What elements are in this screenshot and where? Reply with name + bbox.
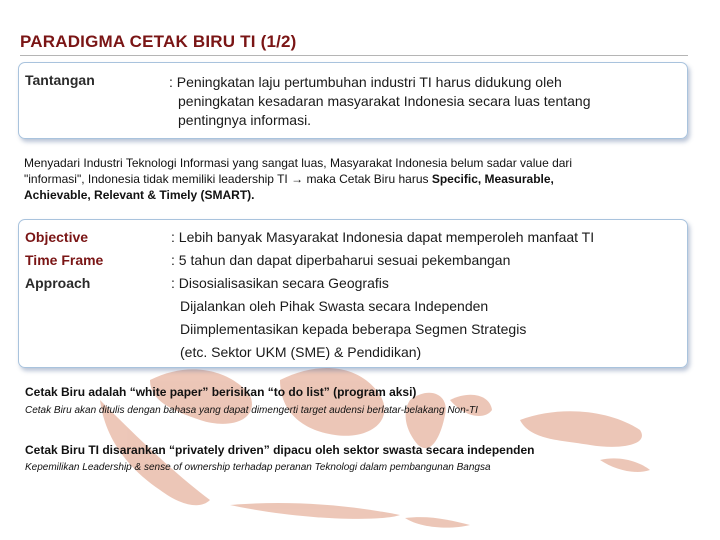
smart-highlight: Specific, Measurable, [431,172,554,186]
slide-title: PARADIGMA CETAK BIRU TI (1/2) [20,32,297,51]
awareness-text: "informasi", Indonesia tidak memiliki leadership TI [24,172,288,186]
awareness-line [24,171,694,187]
note-detail: Cetak Biru akan ditulis dengan bahasa yang dapat dimengerti target audensi berlatar-belakang Non-TI [25,405,478,416]
challenge-line: pentingnya informasi. [178,112,312,128]
objective-label: Objective [25,229,89,245]
awareness-paragraph [24,155,694,203]
plan-line: (etc. Sektor UKM (SME) & Pendidikan) [180,344,422,360]
plan-line: Dijalankan oleh Pihak Swasta secara Independen [180,298,489,314]
approach-label: Approach [25,275,91,291]
smart-highlight: Achievable, Relevant & Timely (SMART). [24,188,255,202]
awareness-line: Menyadari Industri Teknologi Informasi yang sangat luas, Masyarakat Indonesia belum sadar value dari [24,156,573,170]
plan-line: : Lebih banyak Masyarakat Indonesia dapat memperoleh manfaat TI [171,229,595,245]
awareness-line [24,187,694,203]
note-heading: Cetak Biru adalah “white paper” berisikan “to do list” (program aksi) [25,385,417,399]
challenge-label: Tantangan [25,72,95,88]
title-divider [20,55,688,56]
note-heading: Cetak Biru TI disarankan “privately driven” dipacu oleh sektor swasta secara independen [25,443,535,457]
challenge-line: peningkatan kesadaran masyarakat Indonesia secara luas tentang [178,93,591,109]
plan-details [171,226,594,364]
arrow-right-icon: → [291,172,304,186]
awareness-text: maka Cetak Biru harus [306,172,429,186]
note-detail: Kepemilikan Leadership & sense of ownership terhadap peranan Teknologi dalam pembangunan Bangsa [25,462,491,473]
plan-line: : Disosialisasikan secara Geografis [171,275,389,291]
time-frame-label: Time Frame [25,252,104,268]
plan-box [18,219,688,368]
plan-line: Diimplementasikan kepada beberapa Segmen Strategis [180,321,527,337]
challenge-line: : Peningkatan laju pertumbuhan industri TI harus didukung oleh [169,74,562,90]
challenge-box [18,62,688,139]
plan-line: : 5 tahun dan dapat diperbaharui sesuai pekembangan [171,252,511,268]
challenge-text [169,73,591,130]
